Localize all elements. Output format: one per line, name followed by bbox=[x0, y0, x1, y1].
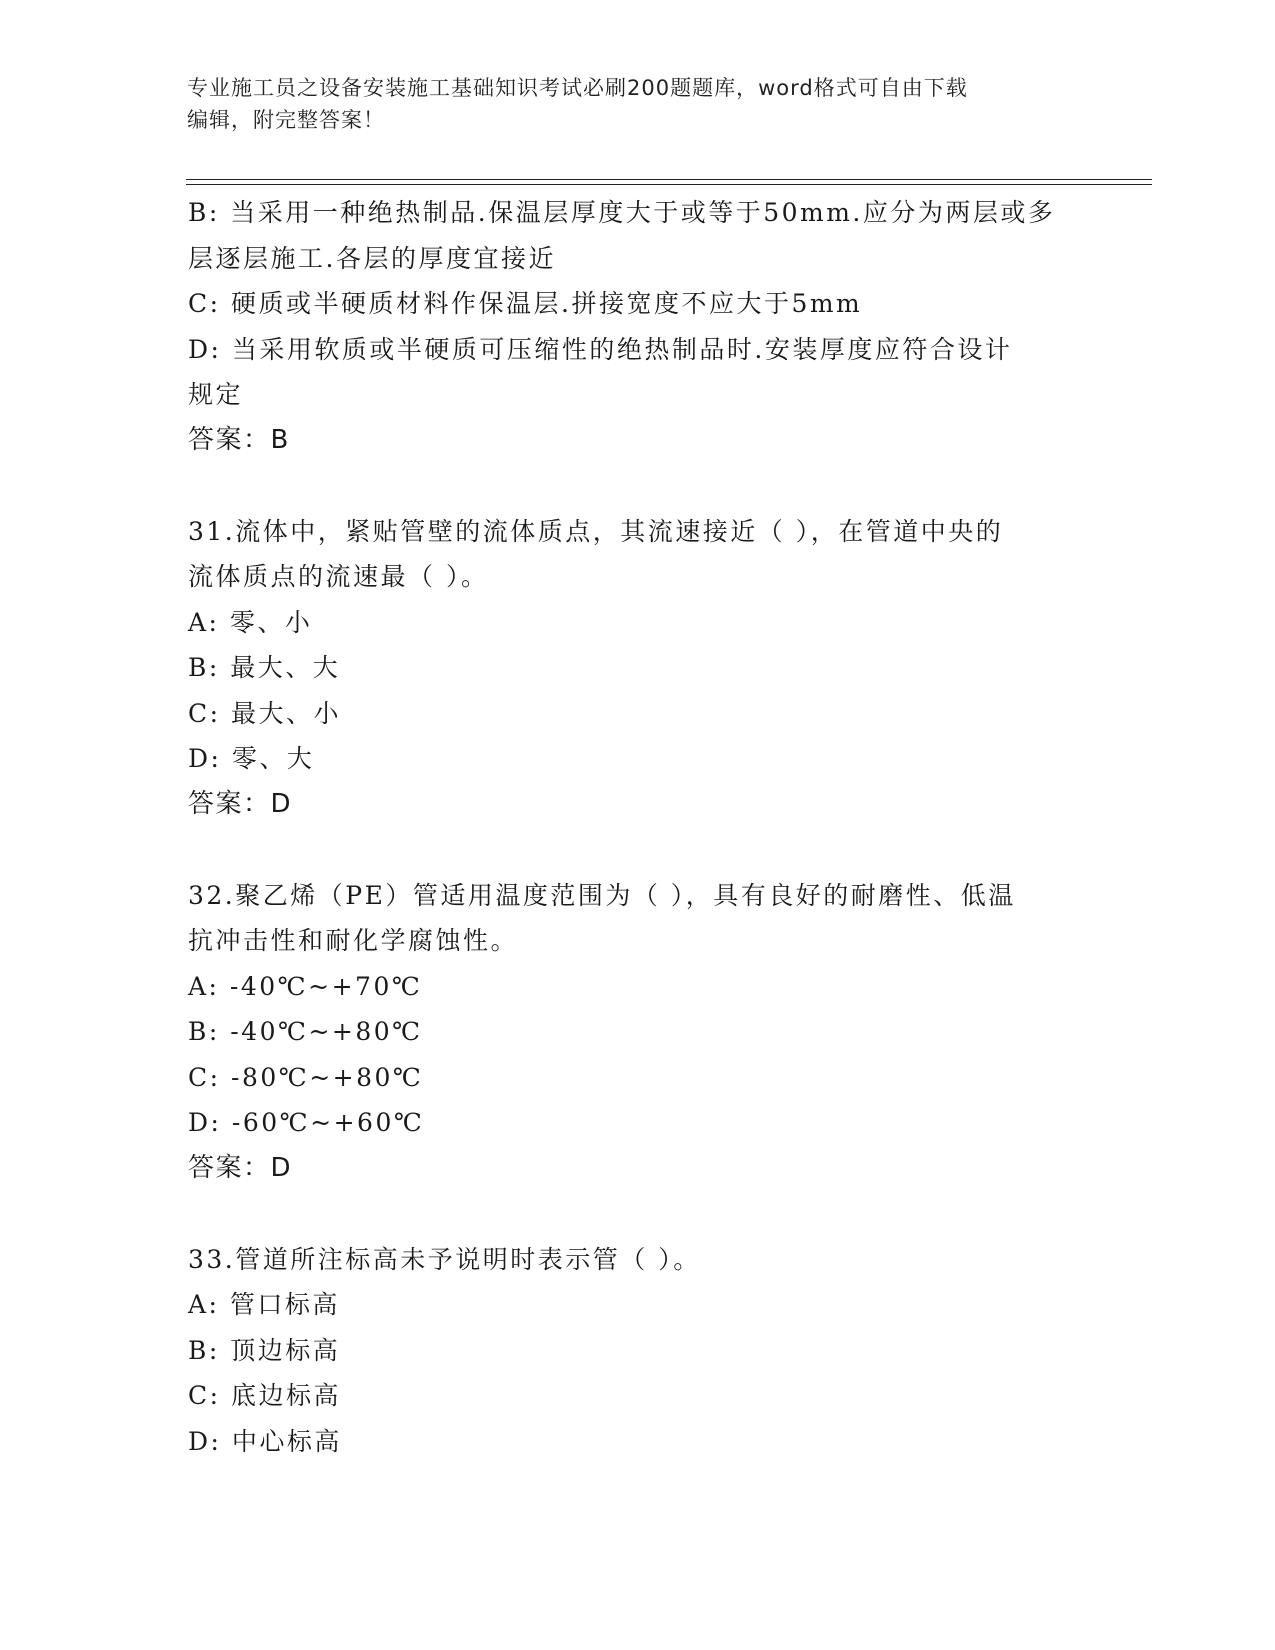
option-c: C: 硬质或半硬质材料作保温层.拼接宽度不应大于5mm bbox=[188, 289, 863, 318]
question-stem-line-2: 流体质点的流速最（ ）。 bbox=[188, 562, 489, 591]
spacer bbox=[188, 1191, 1088, 1237]
option-b-line-1: B: 当采用一种绝热制品.保温层厚度大于或等于50mm.应分为两层或多 bbox=[188, 198, 1056, 227]
question-stem-line-1: 32.聚乙烯（PE）管适用温度范围为（ ），具有良好的耐磨性、低温 bbox=[188, 880, 1016, 910]
document-header bbox=[187, 72, 1087, 136]
option-b-line-2: 层逐层施工.各层的厚度宜接近 bbox=[188, 243, 556, 273]
header-rule-bottom bbox=[186, 184, 1152, 185]
header-line-1: 专业施工员之设备安装施工基础知识考试必刷200题题库，word格式可自由下载 bbox=[187, 76, 968, 100]
option-c: C: 最大、小 bbox=[188, 698, 341, 728]
option-d: D: 中心标高 bbox=[188, 1426, 342, 1456]
spacer bbox=[188, 827, 1088, 873]
option-b: B: 顶边标高 bbox=[188, 1335, 341, 1365]
option-a: A: -40℃~+70℃ bbox=[188, 971, 423, 1001]
option-d: D: 零、大 bbox=[188, 744, 315, 773]
question-stem-line-1: 31.流体中，紧贴管壁的流体质点，其流速接近（ ），在管道中央的 bbox=[188, 516, 1004, 546]
option-a: A: 管口标高 bbox=[188, 1290, 340, 1319]
header-rule-top bbox=[186, 179, 1152, 180]
question-stem: 33.管道所注标高未予说明时表示管（ ）。 bbox=[188, 1244, 701, 1274]
option-d-line-1: D: 当采用软质或半硬质可压缩性的绝热制品时.安装厚度应符合设计 bbox=[188, 334, 1013, 364]
question-33 bbox=[188, 1237, 1088, 1465]
option-c: C: 底边标高 bbox=[188, 1381, 341, 1410]
answer: 答案：B bbox=[188, 424, 290, 455]
option-b: B: -40℃~+80℃ bbox=[188, 1017, 423, 1046]
question-stem-line-2: 抗冲击性和耐化学腐蚀性。 bbox=[188, 926, 519, 955]
option-b: B: 最大、大 bbox=[188, 653, 341, 682]
answer: 答案：D bbox=[188, 788, 293, 819]
question-31 bbox=[188, 509, 1088, 828]
spacer bbox=[188, 463, 1088, 509]
question-30 bbox=[188, 190, 1088, 463]
header-line-2: 编辑，附完整答案！ bbox=[187, 108, 385, 132]
option-d-line-2: 规定 bbox=[188, 380, 244, 409]
option-c: C: -80℃~+80℃ bbox=[188, 1062, 424, 1092]
option-d: D: -60℃~+60℃ bbox=[188, 1108, 425, 1137]
document-body bbox=[188, 190, 1088, 1464]
question-32 bbox=[188, 873, 1088, 1192]
answer: 答案：D bbox=[188, 1152, 293, 1183]
option-a: A: 零、小 bbox=[188, 607, 313, 637]
